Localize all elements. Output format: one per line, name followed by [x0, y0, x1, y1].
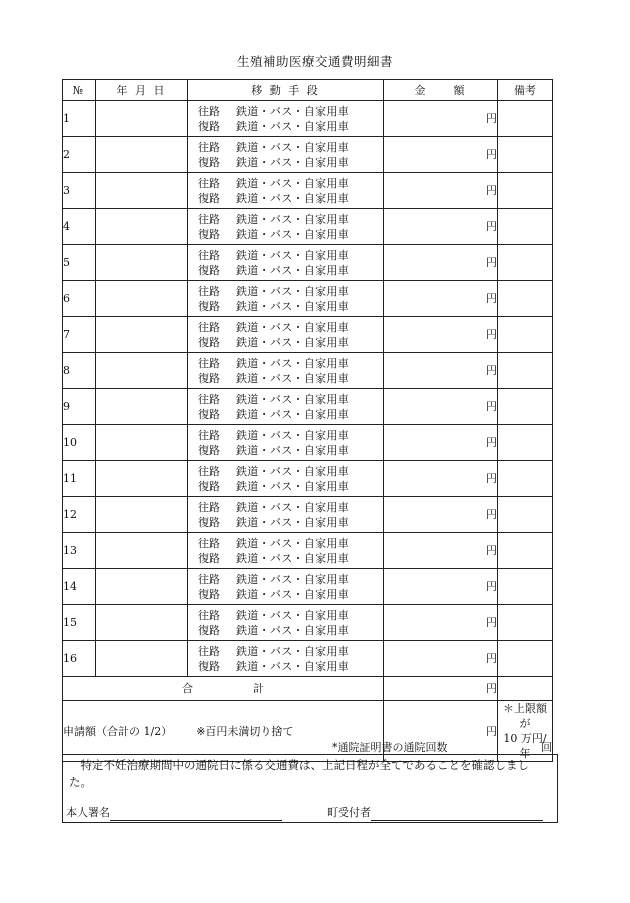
table-row: [63, 461, 553, 497]
outbound-label: 往路: [198, 248, 220, 262]
notes-cell[interactable]: [498, 353, 553, 389]
outbound-label: 往路: [198, 608, 220, 622]
return-label: 復路: [198, 227, 220, 241]
table-row: [63, 389, 553, 425]
outbound-modes[interactable]: 鉄道・バス・自家用車: [236, 392, 349, 406]
row-number: 2: [63, 137, 96, 173]
date-cell[interactable]: [96, 137, 188, 173]
row-number: 6: [63, 281, 96, 317]
return-label: 復路: [198, 515, 220, 529]
return-modes[interactable]: 鉄道・バス・自家用車: [236, 407, 349, 421]
method-cell: [188, 209, 384, 245]
outbound-modes[interactable]: 鉄道・バス・自家用車: [236, 500, 349, 514]
row-number: 4: [63, 209, 96, 245]
total-label: [63, 677, 384, 701]
outbound-modes[interactable]: 鉄道・バス・自家用車: [236, 356, 349, 370]
notes-cell[interactable]: [498, 425, 553, 461]
return-label: 復路: [198, 659, 220, 673]
outbound-label: 往路: [198, 176, 220, 190]
method-cell: [188, 101, 384, 137]
row-number: 10: [63, 425, 96, 461]
date-cell[interactable]: [96, 461, 188, 497]
town-receiver-line[interactable]: [371, 808, 543, 821]
return-modes[interactable]: 鉄道・バス・自家用車: [236, 371, 349, 385]
return-modes[interactable]: 鉄道・バス・自家用車: [236, 119, 349, 133]
outbound-modes[interactable]: 鉄道・バス・自家用車: [236, 104, 349, 118]
table-row: [63, 317, 553, 353]
town-receiver-label: 町受付者: [327, 806, 371, 819]
outbound-modes[interactable]: 鉄道・バス・自家用車: [236, 464, 349, 478]
header-no: №: [63, 80, 96, 101]
row-number: 7: [63, 317, 96, 353]
self-signature-label: 本人署名: [66, 806, 110, 819]
confirmation-text: 特定不妊治療期間中の通院日に係る交通費は、上記日程が全てであることを確認しました。: [69, 758, 529, 789]
notes-cell[interactable]: [498, 209, 553, 245]
row-number: 15: [63, 605, 96, 641]
notes-cell[interactable]: [498, 317, 553, 353]
method-cell: [188, 425, 384, 461]
outbound-modes[interactable]: 鉄道・バス・自家用車: [236, 536, 349, 550]
self-signature-line[interactable]: [110, 808, 282, 821]
outbound-modes[interactable]: 鉄道・バス・自家用車: [236, 320, 349, 334]
return-modes[interactable]: 鉄道・バス・自家用車: [236, 191, 349, 205]
return-label: 復路: [198, 299, 220, 313]
notes-cell[interactable]: [498, 245, 553, 281]
amount-cell[interactable]: 円: [384, 353, 498, 389]
self-signature: [66, 804, 282, 821]
outbound-label: 往路: [198, 536, 220, 550]
amount-cell[interactable]: 円: [384, 641, 498, 677]
date-cell[interactable]: [96, 497, 188, 533]
date-cell[interactable]: [96, 101, 188, 137]
amount-cell[interactable]: 円: [384, 137, 498, 173]
visit-count: [332, 739, 552, 755]
outbound-modes[interactable]: 鉄道・バス・自家用車: [236, 176, 349, 190]
table-row: [63, 245, 553, 281]
date-cell[interactable]: [96, 353, 188, 389]
return-label: 復路: [198, 155, 220, 169]
date-cell[interactable]: [96, 605, 188, 641]
notes-cell[interactable]: [498, 137, 553, 173]
date-cell[interactable]: [96, 173, 188, 209]
return-label: 復路: [198, 479, 220, 493]
table-row: [63, 605, 553, 641]
return-modes[interactable]: 鉄道・バス・自家用車: [236, 551, 349, 565]
outbound-modes[interactable]: 鉄道・バス・自家用車: [236, 248, 349, 262]
notes-cell[interactable]: [498, 281, 553, 317]
header-date: 年 月 日: [96, 80, 188, 101]
outbound-label: 往路: [198, 320, 220, 334]
return-label: 復路: [198, 407, 220, 421]
method-cell: [188, 281, 384, 317]
method-cell: [188, 353, 384, 389]
return-label: 復路: [198, 551, 220, 565]
total-notes-cell[interactable]: [498, 677, 553, 701]
header-notes: 備考: [498, 80, 553, 101]
method-cell: [188, 137, 384, 173]
outbound-modes[interactable]: 鉄道・バス・自家用車: [236, 608, 349, 622]
return-modes[interactable]: 鉄道・バス・自家用車: [236, 155, 349, 169]
outbound-label: 往路: [198, 464, 220, 478]
table-row: [63, 209, 553, 245]
outbound-modes[interactable]: 鉄道・バス・自家用車: [236, 212, 349, 226]
row-number: 8: [63, 353, 96, 389]
apply-label: 申請額（合計の 1/2）: [63, 724, 173, 738]
return-modes[interactable]: 鉄道・バス・自家用車: [236, 263, 349, 277]
limit-line-1: ＊上限額が: [503, 702, 547, 730]
method-cell: [188, 317, 384, 353]
outbound-modes[interactable]: 鉄道・バス・自家用車: [236, 284, 349, 298]
amount-cell[interactable]: 円: [384, 569, 498, 605]
outbound-label: 往路: [198, 428, 220, 442]
method-cell: [188, 533, 384, 569]
outbound-label: 往路: [198, 140, 220, 154]
date-cell[interactable]: [96, 425, 188, 461]
expense-table: [62, 79, 553, 762]
outbound-modes[interactable]: 鉄道・バス・自家用車: [236, 572, 349, 586]
outbound-label: 往路: [198, 500, 220, 514]
return-label: 復路: [198, 335, 220, 349]
method-cell: [188, 569, 384, 605]
outbound-label: 往路: [198, 284, 220, 298]
table-row: [63, 497, 553, 533]
row-number: 5: [63, 245, 96, 281]
date-cell[interactable]: [96, 641, 188, 677]
return-modes[interactable]: 鉄道・バス・自家用車: [236, 623, 349, 637]
outbound-label: 往路: [198, 572, 220, 586]
date-cell[interactable]: [96, 569, 188, 605]
return-modes[interactable]: 鉄道・バス・自家用車: [236, 335, 349, 349]
notes-cell[interactable]: [498, 173, 553, 209]
amount-cell[interactable]: 円: [384, 425, 498, 461]
visit-count-unit: 回: [541, 741, 552, 754]
return-modes[interactable]: 鉄道・バス・自家用車: [236, 659, 349, 673]
town-receiver: [327, 804, 543, 821]
amount-cell[interactable]: 円: [384, 209, 498, 245]
date-cell[interactable]: [96, 245, 188, 281]
outbound-label: 往路: [198, 644, 220, 658]
method-cell: [188, 641, 384, 677]
amount-cell[interactable]: 円: [384, 389, 498, 425]
date-cell[interactable]: [96, 389, 188, 425]
method-cell: [188, 497, 384, 533]
return-label: 復路: [198, 587, 220, 601]
total-amount-cell[interactable]: 円: [384, 677, 498, 701]
method-cell: [188, 173, 384, 209]
apply-note: ※百円未満切り捨て: [196, 724, 294, 738]
amount-cell[interactable]: 円: [384, 461, 498, 497]
table-row: [63, 353, 553, 389]
table-row: [63, 101, 553, 137]
outbound-label: 往路: [198, 104, 220, 118]
outbound-label: 往路: [198, 392, 220, 406]
return-modes[interactable]: 鉄道・バス・自家用車: [236, 515, 349, 529]
amount-cell[interactable]: 円: [384, 605, 498, 641]
return-label: 復路: [198, 263, 220, 277]
row-number: 3: [63, 173, 96, 209]
table-row: [63, 137, 553, 173]
table-row: [63, 641, 553, 677]
date-cell[interactable]: [96, 533, 188, 569]
return-label: 復路: [198, 119, 220, 133]
total-row: [63, 677, 553, 701]
date-cell[interactable]: [96, 281, 188, 317]
amount-cell[interactable]: 円: [384, 497, 498, 533]
table-row: [63, 281, 553, 317]
date-cell[interactable]: [96, 317, 188, 353]
notes-cell[interactable]: [498, 389, 553, 425]
total-label-a: 合: [182, 682, 193, 695]
confirmation-box: [62, 754, 558, 823]
document-title: 生殖補助医療交通費明細書: [236, 54, 393, 69]
apply-amount-cell[interactable]: 円: [384, 701, 498, 762]
method-cell: [188, 389, 384, 425]
total-label-b: 計: [253, 682, 264, 695]
row-number: 1: [63, 101, 96, 137]
return-label: 復路: [198, 371, 220, 385]
table-row: [63, 569, 553, 605]
notes-cell[interactable]: [498, 461, 553, 497]
outbound-label: 往路: [198, 212, 220, 226]
date-cell[interactable]: [96, 209, 188, 245]
amount-cell[interactable]: 円: [384, 173, 498, 209]
method-cell: [188, 605, 384, 641]
table-row: [63, 173, 553, 209]
row-number: 14: [63, 569, 96, 605]
notes-cell[interactable]: [498, 497, 553, 533]
amount-cell[interactable]: 円: [384, 101, 498, 137]
table-header-row: [63, 80, 553, 101]
notes-cell[interactable]: [498, 641, 553, 677]
row-number: 11: [63, 461, 96, 497]
amount-cell[interactable]: 円: [384, 533, 498, 569]
return-modes[interactable]: 鉄道・バス・自家用車: [236, 587, 349, 601]
outbound-modes[interactable]: 鉄道・バス・自家用車: [236, 428, 349, 442]
notes-cell[interactable]: [498, 533, 553, 569]
header-amount: 金 額: [384, 80, 498, 101]
row-number: 9: [63, 389, 96, 425]
method-cell: [188, 461, 384, 497]
return-label: 復路: [198, 443, 220, 457]
row-number: 13: [63, 533, 96, 569]
outbound-modes[interactable]: 鉄道・バス・自家用車: [236, 644, 349, 658]
return-modes[interactable]: 鉄道・バス・自家用車: [236, 299, 349, 313]
notes-cell[interactable]: [498, 101, 553, 137]
notes-cell[interactable]: [498, 605, 553, 641]
amount-cell[interactable]: 円: [384, 245, 498, 281]
header-method: 移 動 手 段: [188, 80, 384, 101]
amount-cell[interactable]: 円: [384, 281, 498, 317]
row-number: 12: [63, 497, 96, 533]
table-row: [63, 425, 553, 461]
visit-count-label: *通院証明書の通院回数: [332, 741, 448, 754]
notes-cell[interactable]: [498, 569, 553, 605]
return-label: 復路: [198, 191, 220, 205]
method-cell: [188, 245, 384, 281]
return-label: 復路: [198, 623, 220, 637]
return-modes[interactable]: 鉄道・バス・自家用車: [236, 227, 349, 241]
return-modes[interactable]: 鉄道・バス・自家用車: [236, 479, 349, 493]
outbound-label: 往路: [198, 356, 220, 370]
table-row: [63, 533, 553, 569]
limit-line-2: 10 万円/年: [503, 732, 547, 760]
row-number: 16: [63, 641, 96, 677]
outbound-modes[interactable]: 鉄道・バス・自家用車: [236, 140, 349, 154]
amount-cell[interactable]: 円: [384, 317, 498, 353]
return-modes[interactable]: 鉄道・バス・自家用車: [236, 443, 349, 457]
